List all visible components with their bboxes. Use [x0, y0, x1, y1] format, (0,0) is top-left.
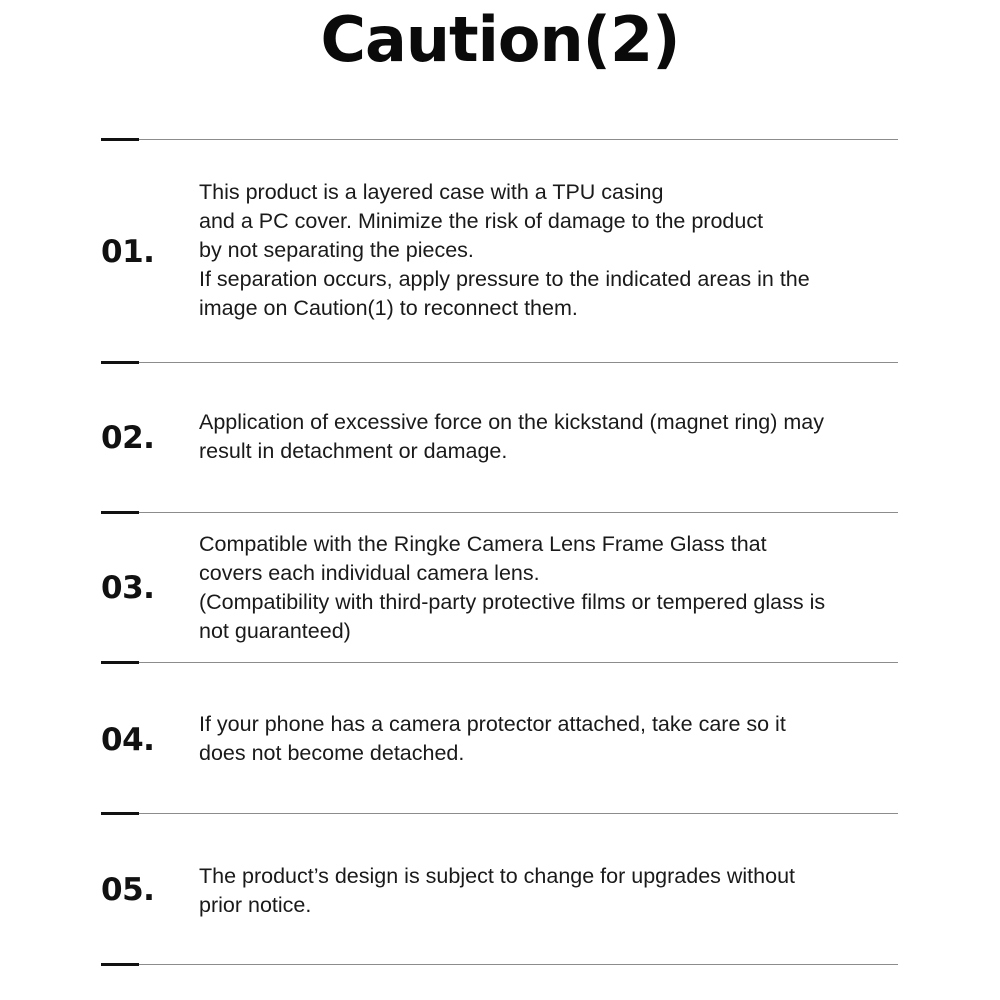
item-text-line: Application of excessive force on the kickstand (magnet ring) may [199, 410, 824, 434]
caution-item-03 [101, 530, 898, 650]
divider [101, 813, 898, 814]
divider-accent [101, 812, 139, 815]
divider [101, 662, 898, 663]
item-text-line: image on Caution(1) to reconnect them. [199, 296, 578, 320]
caution-item-02 [101, 408, 898, 468]
item-number: 03. [101, 570, 155, 606]
item-text-line: by not separating the pieces. [199, 238, 474, 262]
item-text-line: result in detachment or damage. [199, 439, 508, 463]
item-number: 04. [101, 722, 155, 758]
caution-item-01 [101, 178, 898, 328]
item-text-line: Compatible with the Ringke Camera Lens Frame Glass that [199, 532, 767, 556]
caution-item-05 [101, 862, 898, 922]
item-text-line: prior notice. [199, 893, 312, 917]
caution-item-04 [101, 710, 898, 770]
item-text [199, 408, 899, 466]
item-text [199, 862, 899, 920]
page-title: Caution(2) [320, 3, 680, 76]
item-number: 05. [101, 872, 155, 908]
item-text-line: If separation occurs, apply pressure to the indicated areas in the [199, 267, 810, 291]
divider-accent [101, 361, 139, 364]
divider [101, 964, 898, 965]
divider [101, 139, 898, 140]
item-text-line: covers each individual camera lens. [199, 561, 540, 585]
divider-accent [101, 138, 139, 141]
item-number: 02. [101, 420, 155, 456]
item-text-line: (Compatibility with third-party protective films or tempered glass is [199, 590, 826, 614]
item-text-line: This product is a layered case with a TPU casing [199, 180, 664, 204]
divider [101, 362, 898, 363]
divider [101, 512, 898, 513]
divider-accent [101, 511, 139, 514]
item-text-line: does not become detached. [199, 741, 465, 765]
item-text-line: not guaranteed) [199, 619, 351, 643]
item-text-line: The product’s design is subject to change for upgrades without [199, 864, 795, 888]
divider-accent [101, 661, 139, 664]
item-text [199, 710, 899, 768]
item-number: 01. [101, 234, 155, 270]
item-text-line: If your phone has a camera protector attached, take care so it [199, 712, 786, 736]
item-text [199, 178, 899, 323]
item-text-line: and a PC cover. Minimize the risk of damage to the product [199, 209, 764, 233]
item-text [199, 530, 899, 646]
divider-accent [101, 963, 139, 966]
